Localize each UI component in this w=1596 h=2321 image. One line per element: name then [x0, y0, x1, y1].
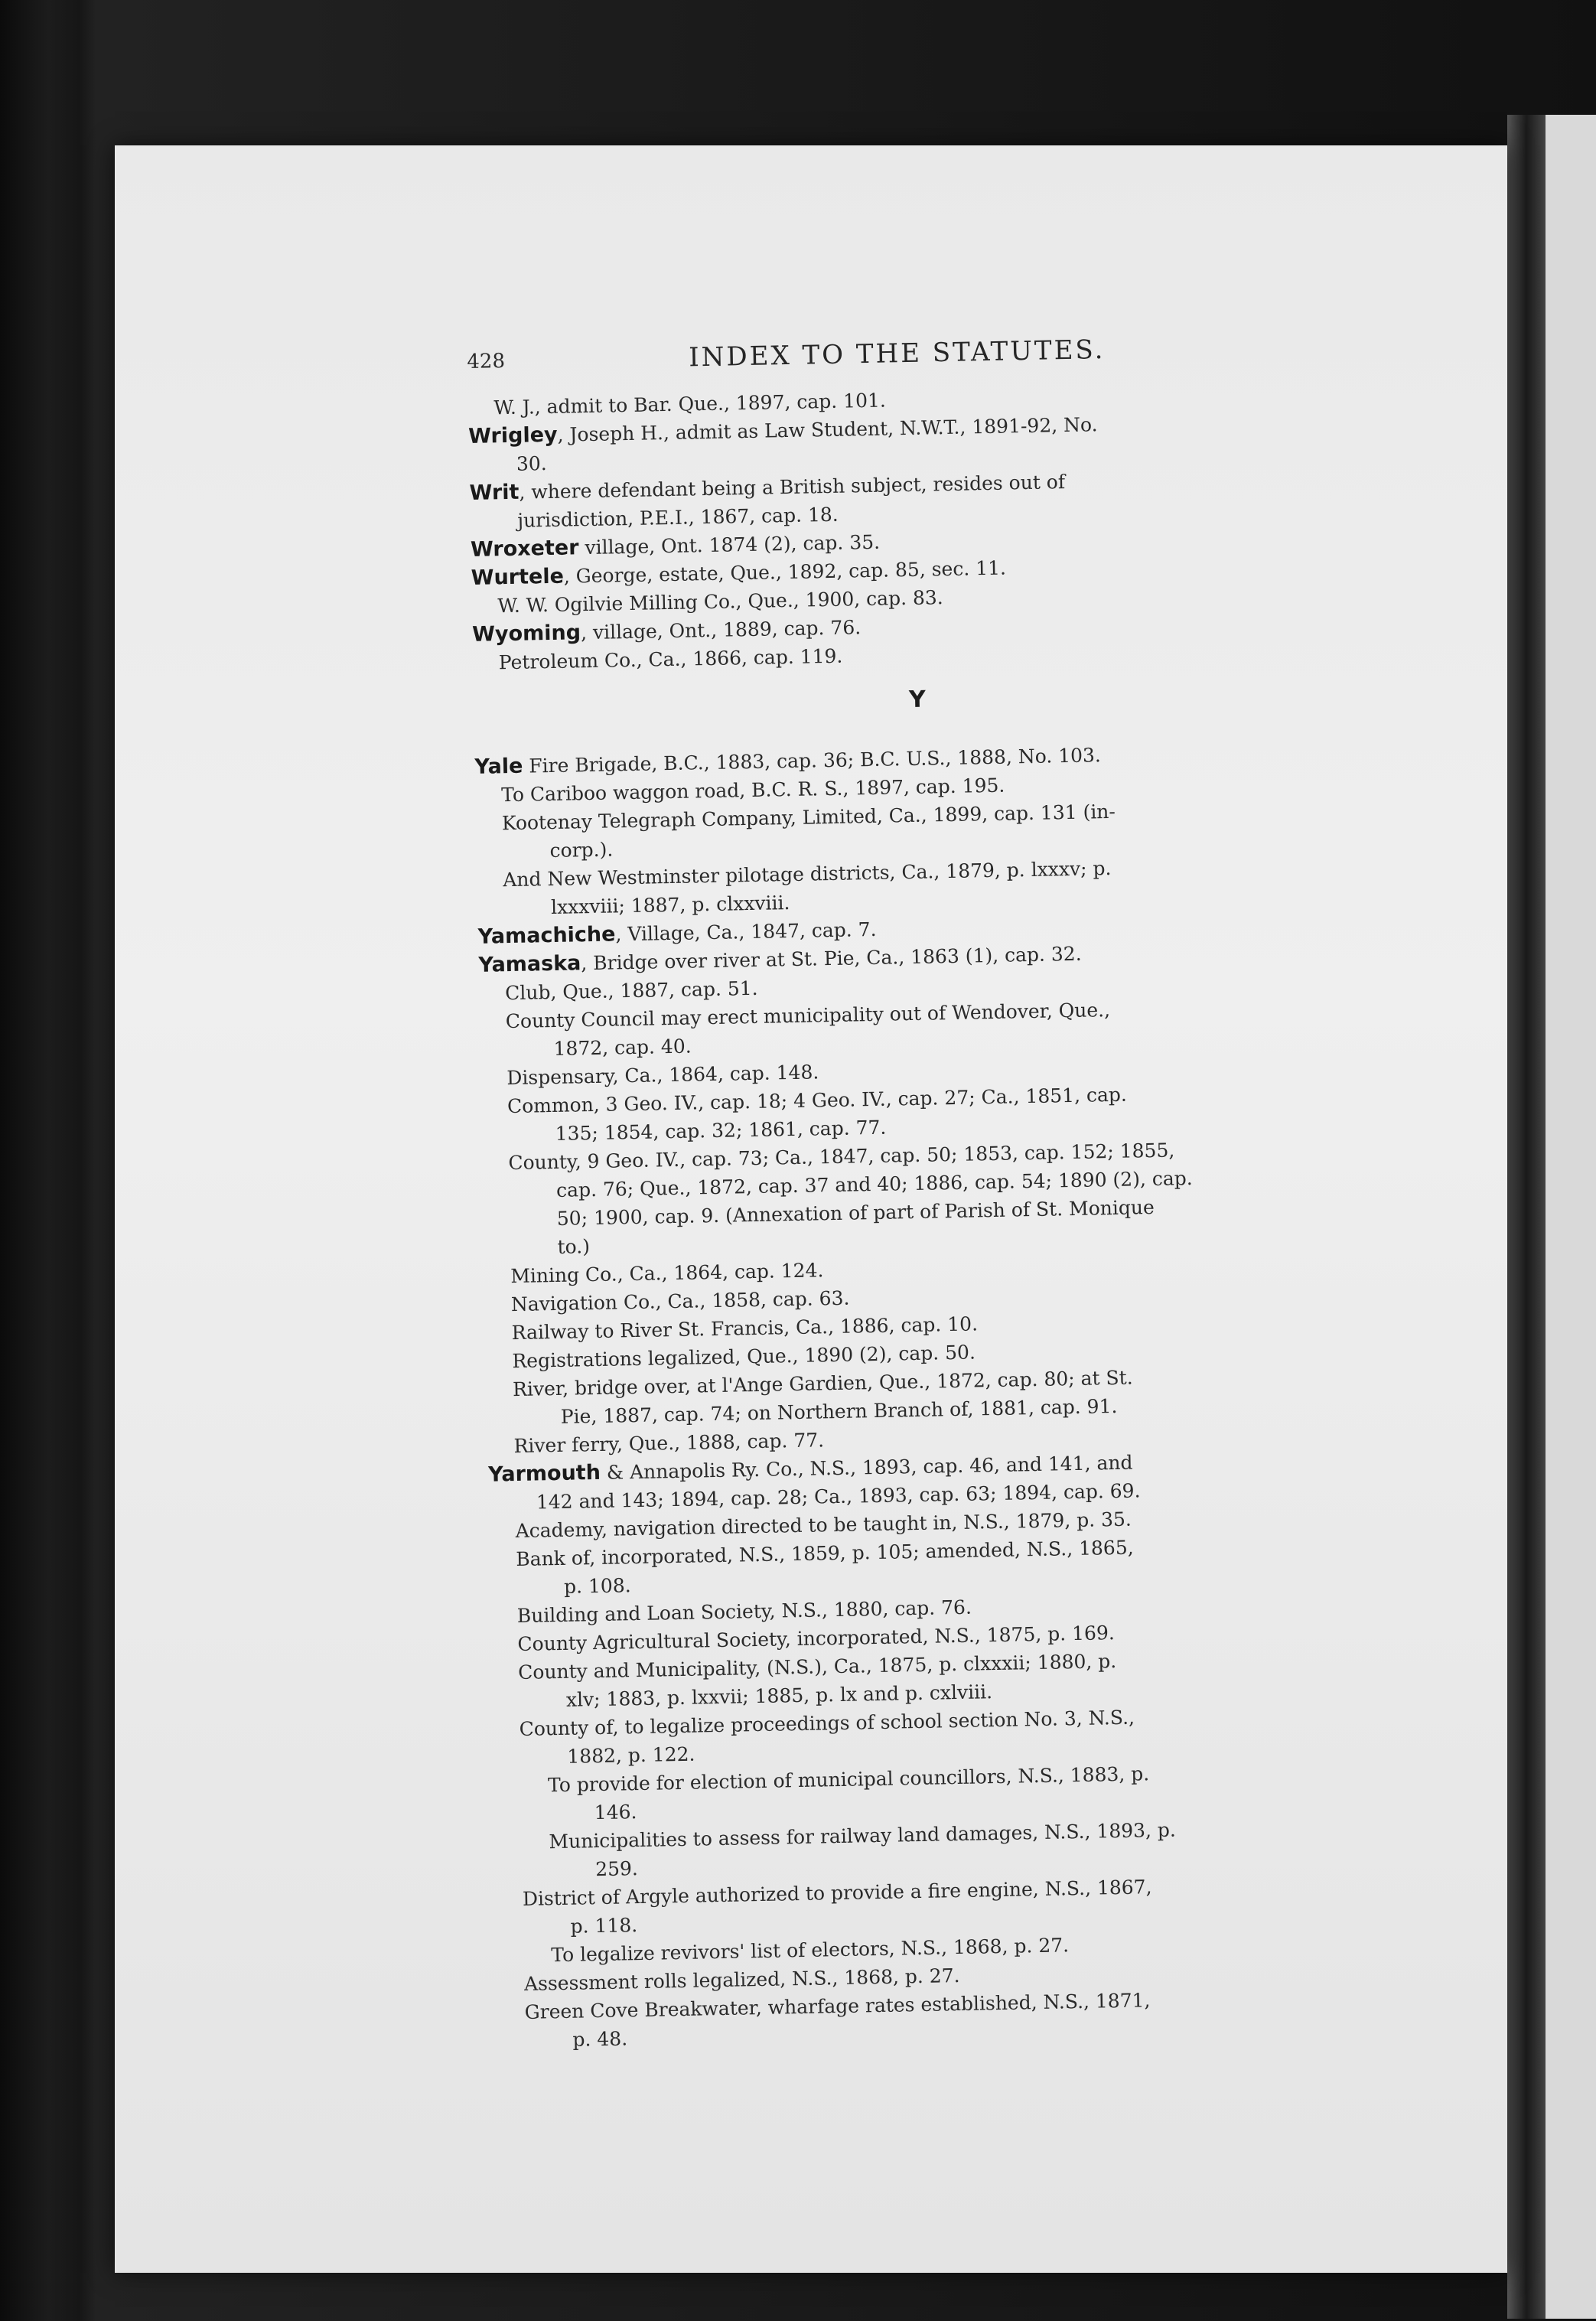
sub-entry: River ferry, Que., 1888, cap. 77.	[513, 1429, 825, 1458]
page-number: 428	[467, 350, 506, 373]
entry-continuation: corp.).	[549, 838, 614, 862]
index-entries	[467, 377, 1417, 2055]
entry-text: & Annapolis Ry. Co., N.S., 1893, cap. 46, and 141, and	[600, 1451, 1133, 1484]
sub-entry: Dispensary, Ca., 1864, cap. 148.	[506, 1061, 819, 1090]
sub-entry: W. W. Ogilvie Milling Co., Que., 1900, cap. 83.	[497, 586, 943, 618]
entry-continuation: 259.	[594, 1857, 639, 1881]
sub-entry: Green Cove Breakwater, wharfage rates established, N.S., 1871,	[524, 1989, 1151, 2023]
entry-text: Fire Brigade, B.C., 1883, cap. 36; B.C. U.S., 1888, No. 103.	[523, 744, 1102, 777]
sub-entry: County of, to legalize proceedings of school section No. 3, N.S.,	[519, 1706, 1135, 1741]
entry-text: , Bridge over river at St. Pie, Ca., 1863 (1), cap. 32.	[581, 942, 1082, 975]
book-gutter	[1507, 115, 1546, 2319]
entry-continuation: 135; 1854, cap. 32; 1861, cap. 77.	[555, 1116, 887, 1145]
sub-entry: To Cariboo waggon road, B.C. R. S., 1897, cap. 195.	[500, 774, 1005, 807]
sub-entry: Municipalities to assess for railway land damages, N.S., 1893, p.	[549, 1818, 1177, 1853]
entry-heading: Yamachiche	[477, 922, 616, 949]
entry-continuation: 1882, p. 122.	[567, 1742, 695, 1768]
entry-heading: Wurtele	[471, 564, 565, 590]
entry-text: , Village, Ca., 1847, cap. 7.	[615, 918, 877, 946]
sub-entry: District of Argyle authorized to provide a fire engine, N.S., 1867,	[522, 1876, 1152, 1910]
entry-continuation: to.)	[557, 1235, 591, 1258]
running-head: INDEX TO THE STATUTES.	[688, 334, 1106, 373]
entry-text: , where defendant being a British subject, resides out of	[519, 471, 1066, 504]
entry-heading: Writ	[469, 480, 520, 505]
sub-entry: Mining Co., Ca., 1864, cap. 124.	[510, 1259, 824, 1288]
sub-entry: Bank of, incorporated, N.S., 1859, p. 105; amended, N.S., 1865,	[516, 1536, 1134, 1571]
sub-entry: To provide for election of municipal councillors, N.S., 1883, p.	[547, 1762, 1150, 1797]
entry-text: , Joseph H., admit as Law Student, N.W.T., 1891-92, No.	[557, 413, 1098, 446]
entry-continuation: jurisdiction, P.E.I., 1867, cap. 18.	[517, 503, 839, 532]
sub-entry: County Agricultural Society, incorporated, N.S., 1875, p. 169.	[517, 1622, 1116, 1656]
entry-heading: Wrigley	[467, 422, 558, 448]
entry-heading: Yarmouth	[487, 1460, 601, 1487]
entry-text: , George, estate, Que., 1892, cap. 85, sec. 11.	[563, 556, 1007, 588]
entry-continuation: 142 and 143; 1894, cap. 28; Ca., 1893, cap. 63; 1894, cap. 69.	[536, 1479, 1141, 1514]
entry-continuation: lxxxviii; 1887, p. clxxviii.	[550, 892, 790, 919]
sub-entry: W. J., admit to Bar. Que., 1897, cap. 101.	[493, 389, 887, 419]
entry-continuation: xlv; 1883, p. lxxvii; 1885, p. lx and p. cxlviii.	[565, 1680, 993, 1711]
sub-entry: Petroleum Co., Ca., 1866, cap. 119.	[498, 644, 843, 674]
section-letter: Y	[908, 686, 927, 713]
entry-heading: Wroxeter	[470, 536, 579, 562]
entry-continuation: 50; 1900, cap. 9. (Annexation of part of Parish of St. Monique	[556, 1195, 1155, 1230]
sub-entry: Registrations legalized, Que., 1890 (2), cap. 50.	[512, 1341, 976, 1373]
sub-entry: County and Municipality, (N.S.), Ca., 1875, p. clxxxii; 1880, p.	[517, 1650, 1117, 1684]
sub-entry: Common, 3 Geo. IV., cap. 18; 4 Geo. IV., cap. 27; Ca., 1851, cap.	[506, 1083, 1128, 1118]
sub-entry: To legalize revivors' list of electors, N.S., 1868, p. 27.	[551, 1934, 1070, 1967]
sub-entry: Navigation Co., Ca., 1858, cap. 63.	[510, 1286, 850, 1316]
entry-continuation: 30.	[516, 452, 547, 475]
sub-entry: And New Westminster pilotage districts, Ca., 1879, p. lxxxv; p.	[503, 856, 1112, 892]
entry-heading: Wyoming	[471, 621, 581, 647]
sub-entry: Assessment rolls legalized, N.S., 1868, p. 27.	[523, 1964, 960, 1995]
sub-entry: Academy, navigation directed to be taught in, N.S., 1879, p. 35.	[515, 1508, 1132, 1543]
entry-heading: Yale	[474, 754, 523, 779]
page-content	[467, 331, 1418, 2055]
sub-entry: Club, Que., 1887, cap. 51.	[504, 976, 758, 1005]
entry-continuation: p. 48.	[572, 2027, 628, 2051]
entry-heading: Yamaska	[478, 951, 581, 977]
entry-text: , village, Ont., 1889, cap. 76.	[580, 616, 862, 644]
entry-continuation: Pie, 1887, cap. 74; on Northern Branch of, 1881, cap. 91.	[560, 1394, 1118, 1428]
facing-page-edge	[1546, 115, 1596, 2319]
sub-entry: River, bridge over, at l'Ange Gardien, Que., 1872, cap. 80; at St.	[512, 1366, 1133, 1401]
entry-continuation: p. 108.	[563, 1574, 631, 1598]
sub-entry: Building and Loan Society, N.S., 1880, cap. 76.	[516, 1596, 972, 1628]
entry-continuation: 146.	[594, 1801, 637, 1824]
entry-continuation: 1872, cap. 40.	[553, 1035, 692, 1060]
entry-continuation: p. 118.	[570, 1914, 638, 1938]
sub-entry: County Council may erect municipality out of Wendover, Que.,	[505, 999, 1111, 1033]
sub-entry: County, 9 Geo. IV., cap. 73; Ca., 1847, cap. 50; 1853, cap. 152; 1855,	[508, 1139, 1175, 1175]
sub-entry: Railway to River St. Francis, Ca., 1886, cap. 10.	[511, 1312, 979, 1345]
sub-entry: Kootenay Telegraph Company, Limited, Ca., 1899, cap. 131 (in-	[501, 800, 1116, 835]
entry-continuation: cap. 76; Que., 1872, cap. 37 and 40; 1886, cap. 54; 1890 (2), cap.	[555, 1166, 1193, 1201]
entry-text: village, Ont. 1874 (2), cap. 35.	[578, 530, 881, 559]
